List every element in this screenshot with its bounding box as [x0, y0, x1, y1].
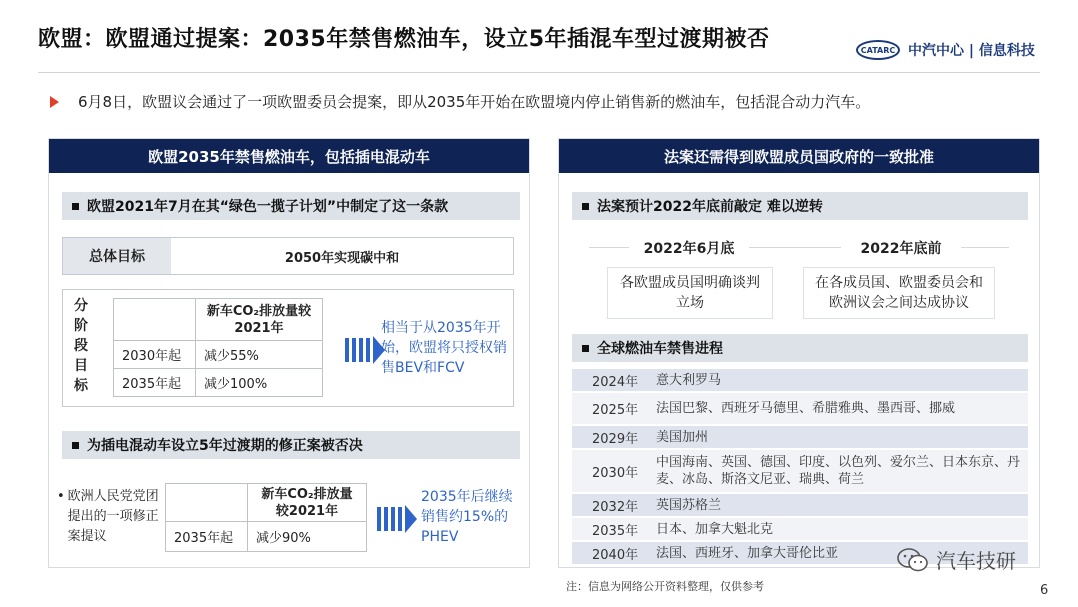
table-row-year: 2035年起 — [166, 522, 248, 552]
milestone-date: 2022年6月底 — [629, 238, 749, 258]
table-corner — [166, 484, 248, 522]
logo — [856, 36, 1035, 64]
goal-label: 总体目标 — [63, 238, 171, 274]
left-section1-heading — [62, 192, 520, 220]
dot-bullet-icon: • — [57, 489, 65, 504]
table-corner — [114, 299, 196, 341]
row-content: 法国、西班牙、加拿大哥伦比亚 — [656, 545, 839, 561]
row-year: 2035年 — [592, 523, 639, 539]
amendment-note: 2035年后继续销售约15%的PHEV — [421, 489, 513, 545]
stage-char: 标 — [74, 378, 88, 394]
square-bullet-icon — [582, 345, 589, 352]
page-number: 6 — [1040, 583, 1049, 598]
goal-box — [62, 237, 514, 275]
right-section1-heading-text: 法案预计2022年底前敲定 难以逆转 — [597, 199, 823, 215]
stage-char: 目 — [74, 358, 88, 374]
row-content: 日本、加拿大魁北克 — [656, 521, 774, 537]
right-panel-title: 法案还需得到欧盟成员国政府的一致批准 — [559, 139, 1039, 173]
table-row — [572, 369, 1028, 391]
table-header: 新车CO₂排放量较2021年 — [196, 299, 323, 341]
milestone-box — [803, 267, 995, 319]
row-year: 2029年 — [592, 431, 639, 447]
table-row — [572, 393, 1028, 424]
row-content: 法国巴黎、西班牙马德里、希腊雅典、墨西哥、挪威 — [656, 401, 956, 416]
row-content: 意大利罗马 — [656, 372, 722, 388]
table-row — [572, 494, 1028, 516]
amendment-bullet-text: 欧洲人民党党团提出的一项修正案提议 — [67, 489, 159, 544]
milestone-text: 在各成员国、欧盟委员会和欧洲议会之间达成协议 — [815, 275, 983, 311]
right-section2-heading-text: 全球燃油车禁售进程 — [597, 341, 723, 357]
stage-char: 阶 — [74, 318, 88, 334]
table-row-value: 减少100% — [196, 369, 323, 397]
row-year: 2040年 — [592, 547, 639, 563]
chevron-arrow-icon — [345, 336, 385, 364]
wechat-icon — [896, 546, 930, 574]
ban-progress-table — [572, 369, 1028, 564]
left-panel-title: 欧盟2035年禁售燃油车，包括插电混动车 — [49, 139, 529, 173]
chevron-arrow-icon — [377, 505, 417, 533]
stage-note: 相当于从2035年开始，欧盟将只授权销售BEV和FCV — [381, 320, 507, 376]
table-row-value: 减少55% — [196, 341, 323, 369]
left-panel — [48, 138, 530, 568]
right-section1-heading — [572, 192, 1028, 220]
row-content: 中国海南、英国、德国、印度、以色列、爱尔兰、日本东京、丹麦、冰岛、斯洛文尼亚、瑞典、荷兰 — [656, 455, 1021, 487]
table-row — [572, 450, 1028, 492]
milestone-box — [607, 267, 773, 319]
milestone-date: 2022年底前 — [841, 238, 961, 258]
title-divider — [38, 72, 1040, 73]
stage-char: 分 — [74, 298, 88, 314]
right-panel — [558, 138, 1040, 568]
table-row-year: 2035年起 — [114, 369, 196, 397]
row-year: 2024年 — [592, 374, 639, 390]
amendment-bullet — [57, 487, 163, 547]
left-section2-heading-text: 为插电混动车设立5年过渡期的修正案被否决 — [87, 438, 363, 454]
square-bullet-icon — [72, 442, 79, 449]
right-section2-heading — [572, 334, 1028, 362]
bullet-arrow-icon — [50, 96, 59, 108]
row-content: 英国苏格兰 — [656, 497, 722, 513]
table-header: 新车CO₂排放量较2021年 — [248, 484, 367, 522]
watermark-text: 汽车技研 — [936, 549, 1016, 573]
table-row — [572, 518, 1028, 540]
goal-value: 2050年实现碳中和 — [284, 250, 400, 266]
square-bullet-icon — [582, 203, 589, 210]
left-section2-heading — [62, 431, 520, 459]
row-year: 2030年 — [592, 465, 639, 481]
row-year: 2025年 — [592, 403, 639, 418]
stage-box — [62, 289, 514, 407]
footer-note: 注：信息为网络公开资料整理，仅供参考 — [566, 580, 764, 593]
square-bullet-icon — [72, 203, 79, 210]
logo-text: 中汽中心 | 信息科技 — [908, 43, 1035, 59]
amendment-table — [165, 483, 367, 552]
left-section1-heading-text: 欧盟2021年7月在其“绿色一揽子计划”中制定了这一条款 — [87, 199, 449, 215]
page-title: 欧盟：欧盟通过提案：2035年禁售燃油车，设立5年插混车型过渡期被否 — [38, 27, 770, 52]
milestone-text: 各欧盟成员国明确谈判立场 — [620, 275, 760, 311]
row-year: 2032年 — [592, 499, 639, 515]
logo-mark: CATARC — [856, 40, 900, 60]
stage-label — [71, 296, 91, 396]
table-row-year: 2030年起 — [114, 341, 196, 369]
row-content: 美国加州 — [656, 429, 709, 445]
stage-char: 段 — [74, 338, 88, 354]
intro-text: 6月8日，欧盟议会通过了一项欧盟委员会提案，即从2035年开始在欧盟境内停止销售新的燃油车，包括混合动力汽车。 — [78, 93, 871, 111]
table-row-value: 减少90% — [248, 522, 367, 552]
table-row — [572, 426, 1028, 448]
stage-table — [113, 298, 323, 397]
watermark — [896, 545, 1016, 574]
